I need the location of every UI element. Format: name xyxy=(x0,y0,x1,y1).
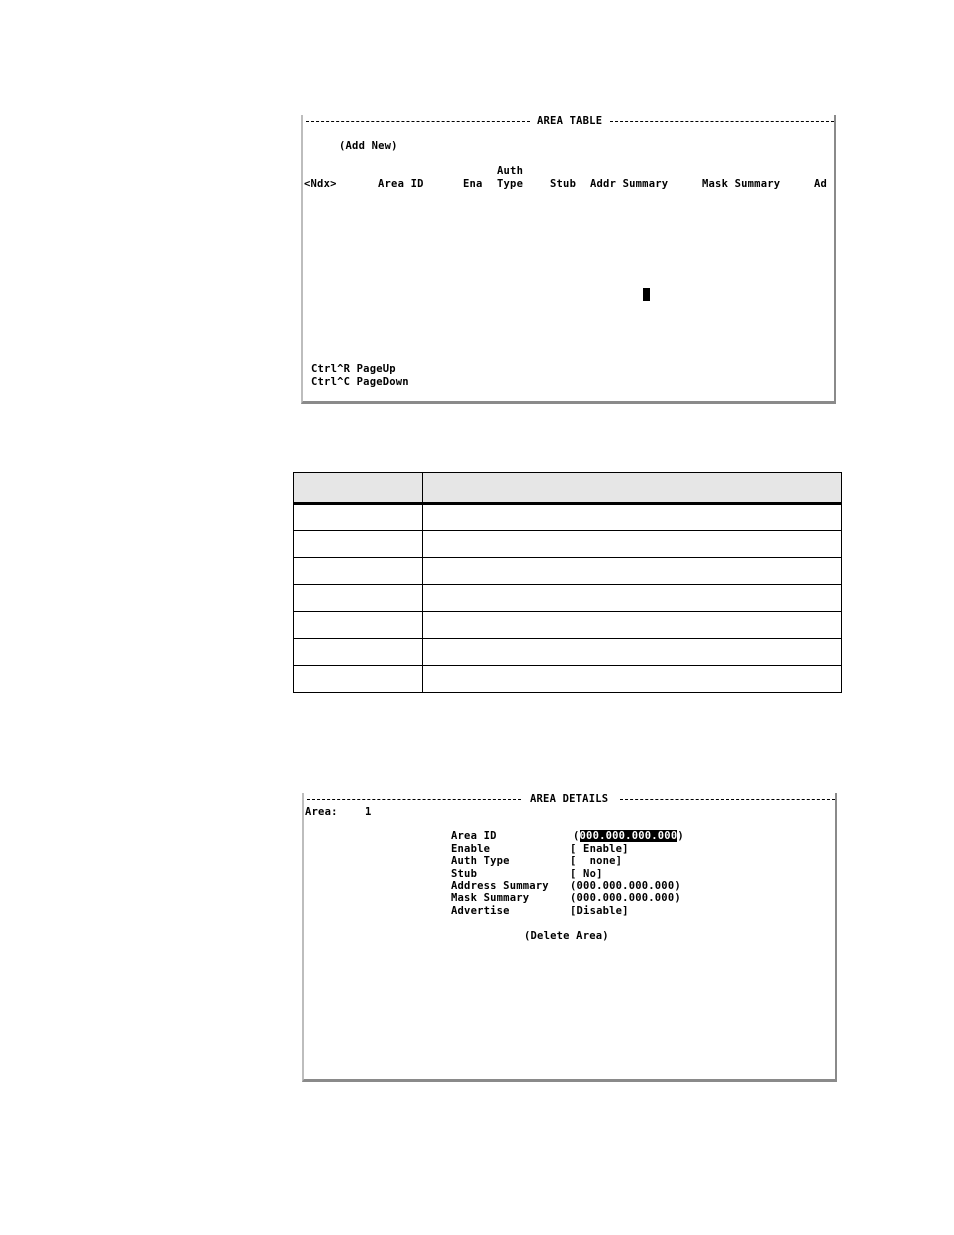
area-id-field[interactable] xyxy=(573,830,684,842)
area-id-close-paren: ) xyxy=(677,830,684,842)
header-mask-summary: Mask Summary xyxy=(702,178,781,190)
address-summary-label: Address Summary xyxy=(451,880,549,892)
page-up-hint: Ctrl^R PageUp xyxy=(311,363,396,375)
table-cell xyxy=(423,612,842,639)
table-row xyxy=(294,531,842,558)
advertise-label: Advertise xyxy=(451,905,510,917)
advertise-toggle[interactable]: [Disable] xyxy=(570,905,629,917)
table-row xyxy=(294,639,842,666)
page-down-hint: Ctrl^C PageDown xyxy=(311,376,409,388)
enable-toggle[interactable]: [ Enable] xyxy=(570,843,629,855)
header-area-id: Area ID xyxy=(378,178,424,190)
mask-summary-field[interactable]: (000.000.000.000) xyxy=(570,892,681,904)
header-ena: Ena xyxy=(463,178,483,190)
stub-label: Stub xyxy=(451,868,478,880)
table-cell xyxy=(423,585,842,612)
stub-toggle[interactable]: [ No] xyxy=(570,868,603,880)
table-cell xyxy=(423,639,842,666)
area-details-title: AREA DETAILS xyxy=(530,793,609,805)
table-header-row xyxy=(294,473,842,504)
header-addr-summary: Addr Summary xyxy=(590,178,669,190)
table-row xyxy=(294,504,842,531)
table-row xyxy=(294,558,842,585)
area-id-value[interactable]: 000.000.000.000 xyxy=(579,830,678,842)
area-id-open-paren: ( xyxy=(573,830,580,842)
header-ndx: <Ndx> xyxy=(304,178,337,190)
title-rule-right xyxy=(610,121,834,122)
mask-summary-label: Mask Summary xyxy=(451,892,530,904)
delete-area-button[interactable]: (Delete Area) xyxy=(524,930,609,942)
area-table-window xyxy=(301,115,836,404)
text-cursor xyxy=(643,288,650,301)
table-row xyxy=(294,612,842,639)
enable-label: Enable xyxy=(451,843,491,855)
table-cell xyxy=(423,531,842,558)
table-cell xyxy=(294,585,423,612)
table-cell xyxy=(294,504,423,531)
table-cell xyxy=(294,558,423,585)
table-header-cell xyxy=(294,473,423,504)
area-number: 1 xyxy=(365,806,372,818)
table-cell xyxy=(294,639,423,666)
table-row xyxy=(294,666,842,693)
area-table-title: AREA TABLE xyxy=(537,115,603,127)
title-rule-right xyxy=(620,799,835,800)
area-label: Area: xyxy=(305,806,338,818)
table-cell xyxy=(423,666,842,693)
table-cell xyxy=(423,558,842,585)
add-new-button[interactable]: (Add New) xyxy=(339,140,398,152)
auth-type-select[interactable]: [ none] xyxy=(570,855,623,867)
auth-type-label: Auth Type xyxy=(451,855,510,867)
header-auth-type: Type xyxy=(497,178,524,190)
title-rule-left xyxy=(307,799,521,800)
header-auth: Auth xyxy=(497,165,524,177)
table-cell xyxy=(294,531,423,558)
area-id-label: Area ID xyxy=(451,830,497,842)
table-cell xyxy=(294,666,423,693)
title-rule-left xyxy=(306,121,530,122)
table-cell xyxy=(294,612,423,639)
table-row xyxy=(294,585,842,612)
header-stub: Stub xyxy=(550,178,577,190)
parameter-table xyxy=(293,472,842,693)
header-ad: Ad xyxy=(814,178,828,190)
address-summary-field[interactable]: (000.000.000.000) xyxy=(570,880,681,892)
table-cell xyxy=(423,504,842,531)
area-details-window xyxy=(302,793,837,1082)
table-header-cell xyxy=(423,473,842,504)
